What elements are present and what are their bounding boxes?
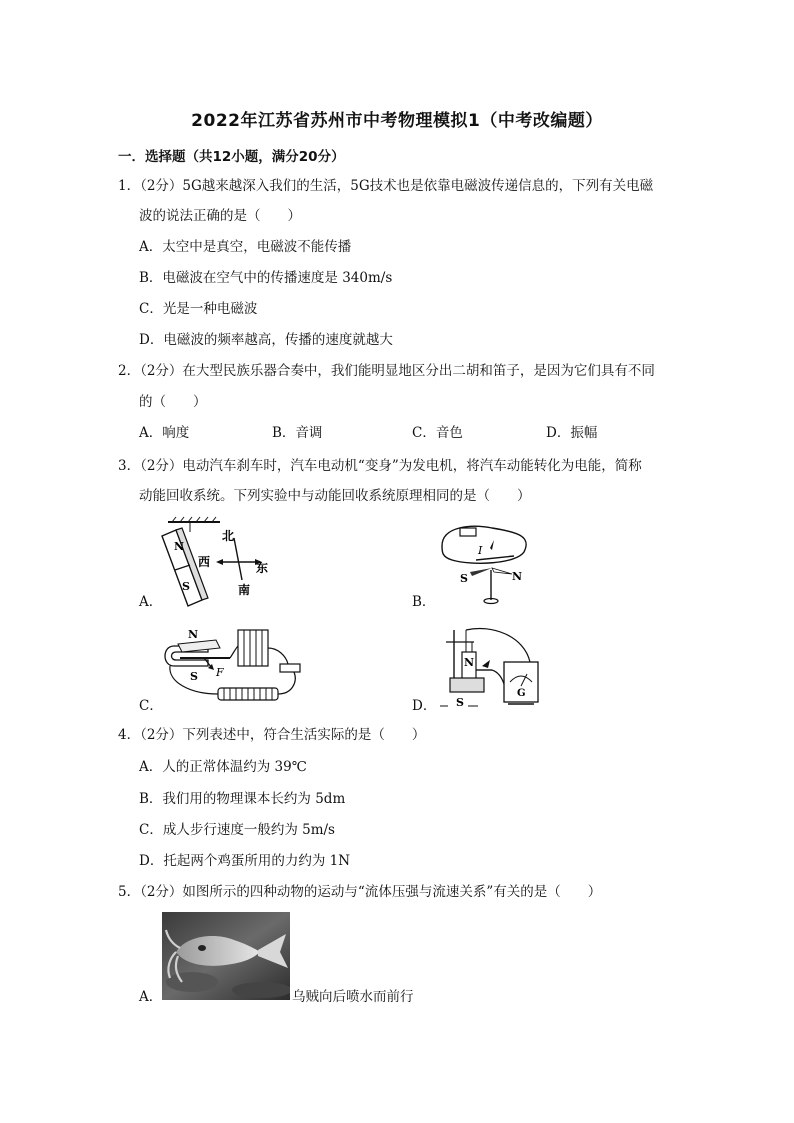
q2-option-c: C．音色 [412, 425, 463, 441]
q3-stem-line2: 动能回收系统。下列实验中与动能回收系统原理相同的是（ ） [139, 488, 531, 504]
needle-n-label: N [512, 570, 523, 583]
q2-option-b: B．音调 [272, 425, 323, 441]
q4-option-a: A．人的正常体温约为 39℃ [139, 759, 307, 775]
direction-south: 南 [238, 583, 251, 597]
needle-s-label: S [460, 572, 468, 585]
magnet-c-s-label: S [190, 670, 198, 683]
q3-option-d-label: D． [412, 698, 437, 714]
q1-stem-line1: 1．（2分）5G越来越深入我们的生活，5G技术也是依靠电磁波传递信息的，下列有关电磁 [118, 178, 654, 194]
current-i-label: I [478, 544, 483, 557]
q3-figure-b-oersted [432, 516, 542, 606]
q3-figure-d-induction [432, 622, 542, 714]
page-title: 2022年江苏省苏州市中考物理模拟1（中考改编题） [191, 111, 603, 131]
section-heading: 一．选择题（共12小题，满分20分） [118, 149, 345, 165]
q4-stem: 4．（2分）下列表述中，符合生活实际的是（ ） [118, 727, 426, 743]
q5-figure-a-squid-photo [162, 912, 290, 1000]
magnet-d-n-label: N [464, 656, 475, 669]
galvanometer-g-label: G [517, 688, 526, 699]
q3-option-c-label: C． [139, 698, 163, 714]
q5-option-a-label: A． [139, 989, 163, 1005]
magnet-c-n-label: N [188, 628, 199, 641]
q4-option-b: B．我们用的物理课本长约为 5dm [139, 791, 346, 807]
q4-option-c: C．成人步行速度一般约为 5m/s [139, 822, 335, 838]
q1-option-c: C．光是一种电磁波 [139, 301, 258, 317]
q4-option-d: D．托起两个鸡蛋所用的力约为 1N [139, 853, 351, 869]
q3-option-a-label: A． [139, 594, 163, 610]
force-f-label: F [216, 666, 224, 679]
direction-north: 北 [222, 529, 235, 543]
direction-east: 东 [256, 561, 269, 575]
q5-stem: 5．（2分）如图所示的四种动物的运动与“流体压强与流速关系”有关的是（ ） [118, 884, 602, 900]
magnet-d-s-label: S [456, 696, 464, 709]
q2-option-a: A．响度 [139, 425, 190, 441]
q3-option-b-label: B． [412, 594, 436, 610]
q2-stem-line1: 2．（2分）在大型民族乐器合奏中，我们能明显地区分出二胡和笛子，是因为它们具有不同 [118, 363, 655, 379]
q1-option-d: D．电磁波的频率越高，传播的速度就越大 [139, 332, 393, 348]
q3-figure-c-motor [160, 622, 306, 714]
q5-option-a-caption: 乌贼向后喷水而前行 [292, 989, 414, 1005]
q1-option-b: B．电磁波在空气中的传播速度是 340m/s [139, 270, 393, 286]
q3-figure-a-compass-magnet [160, 516, 280, 608]
q1-option-a: A．太空中是真空，电磁波不能传播 [139, 239, 352, 255]
q1-stem-line2: 波的说法正确的是（ ） [139, 208, 301, 224]
magnet-s-label: S [182, 580, 190, 593]
magnet-n-label: N [174, 540, 185, 553]
q3-stem-line1: 3．（2分）电动汽车刹车时，汽车电动机“变身”为发电机，将汽车动能转化为电能，简称 [118, 458, 642, 474]
direction-west: 西 [198, 555, 211, 569]
q2-stem-line2: 的（ ） [139, 394, 207, 410]
q2-option-d: D．振幅 [546, 425, 598, 441]
